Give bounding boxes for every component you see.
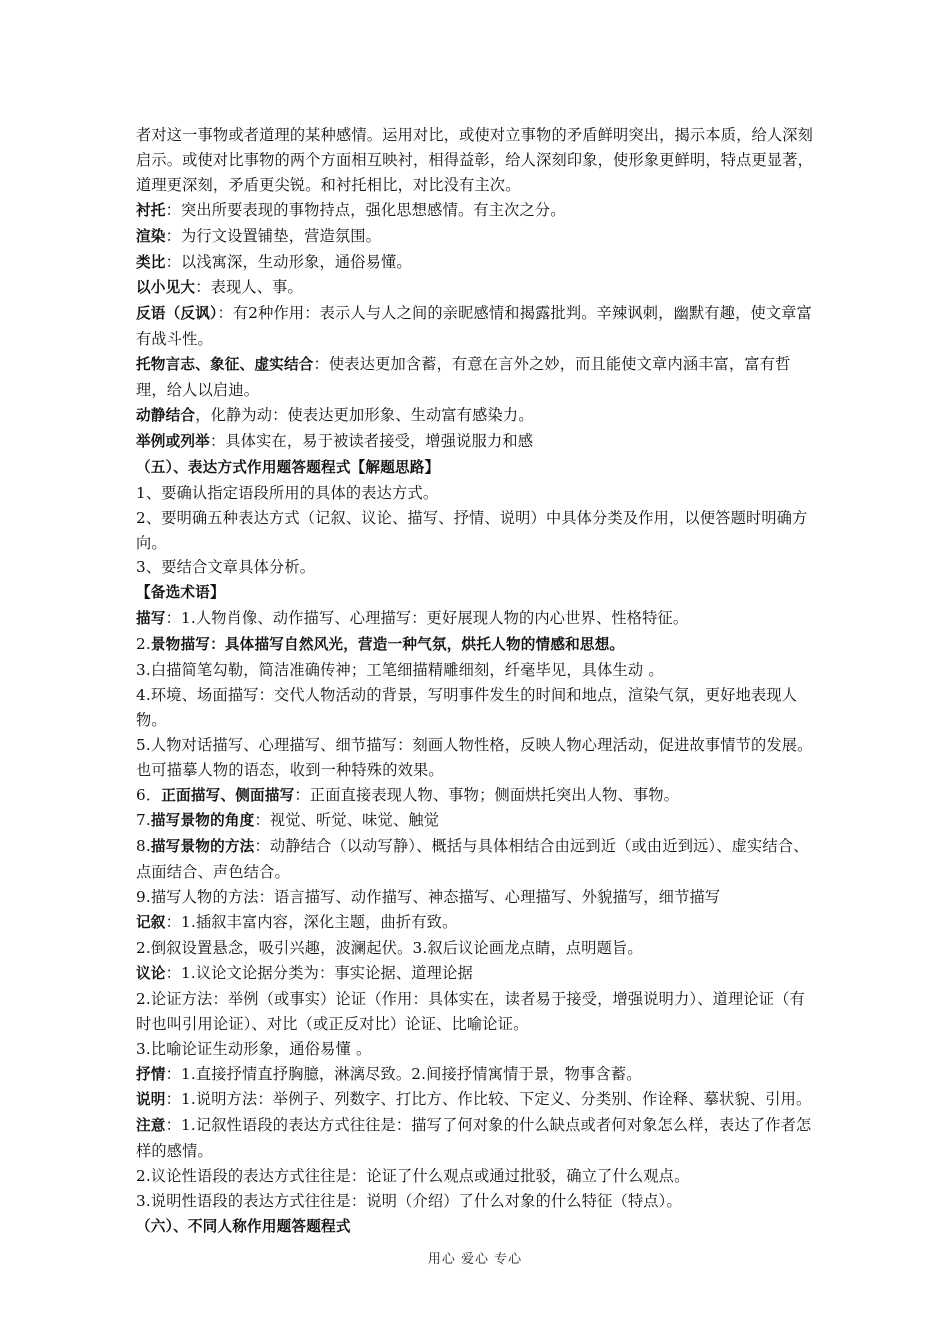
paragraph xyxy=(136,936,816,961)
paragraph xyxy=(136,250,816,276)
text-run: ：1.直接抒情直抒胸臆，淋漓尽致。2.间接抒情寓情于景，物事含蓄。 xyxy=(165,1064,642,1083)
text-run: ：突出所要表现的事物持点，强化思想感情。有主次之分。 xyxy=(165,200,566,219)
paragraph xyxy=(136,987,816,1037)
bold-term: 抒情 xyxy=(136,1065,166,1083)
text-run: 9.描写人物的方法：语言描写、动作描写、神态描写、心理描写、外貌描写，细节描写 xyxy=(136,888,721,907)
text-run: ：使表达更加含蓄，有意在言外之妙，而且能使文章内涵丰富，富有哲理，给人以启迪。 xyxy=(136,355,791,400)
bold-term: 衬托 xyxy=(136,201,166,219)
text-run: 2.倒叙设置悬念，吸引兴趣，波澜起伏。3.叙后议论画龙点睛，点明题旨。 xyxy=(136,939,643,957)
text-run: 2.论证方法：举例（或事实）论证（作用：具体实在，读者易于接受，增强说明力）、道理论证（有时也叫引用论证）、对比（或正反对比）论证、比喻论证。 xyxy=(136,989,805,1033)
paragraph xyxy=(136,910,816,936)
text-run: ：1.人物肖像、动作描写、心理描写：更好展现人物的内心世界、性格特征。 xyxy=(165,609,689,628)
paragraph xyxy=(136,1037,816,1062)
paragraph xyxy=(136,455,816,481)
text-run: 1、要确认指定语段所用的具体的表达方式。 xyxy=(136,483,439,502)
paragraph xyxy=(136,580,816,606)
paragraph xyxy=(136,1214,816,1240)
paragraph xyxy=(136,606,816,632)
text-run: ，化静为动：使表达更加形象、生动富有感染力。 xyxy=(195,405,534,424)
text-run: 8. xyxy=(136,837,151,856)
text-run: ：表现人、事。 xyxy=(195,278,303,297)
bold-term: 反语（反讽） xyxy=(136,305,218,323)
paragraph xyxy=(136,275,816,301)
bold-term: （五）、表达方式作用题答题程式【解题思路】 xyxy=(136,458,440,476)
text-run: ：有2种作用：表示人与人之间的亲昵感情和揭露批判。辛辣讽刺，幽默有趣，使文章富有战斗性。 xyxy=(136,304,813,349)
bold-term: 注意 xyxy=(136,1117,166,1135)
bold-term: 托物言志、象征、虚实结合 xyxy=(136,356,314,374)
text-run: 3、要结合文章具体分析。 xyxy=(136,558,316,577)
paragraph xyxy=(136,733,816,783)
text-run: 2、要明确五种表达方式（记叙、议论、描写、抒情、说明）中具体分类及作用，以便答题时明确方向。 xyxy=(136,508,808,552)
text-run: ：1.议论文论据分类为：事实论据、道理论据 xyxy=(165,963,473,982)
text-run: 者对这一事物或者道理的某种感情。运用对比，或使对立事物的矛盾鲜明突出，揭示本质，给人深刻启示。或使对比事物的两个方面相互映衬，相得益彰，给人深刻印象，使形象更鲜明，特点更显著，道理更深刻，矛盾更尖锐。和衬托相比，对比没有主次。 xyxy=(136,126,814,194)
bold-term: 渲染 xyxy=(136,227,166,245)
paragraph xyxy=(136,885,816,910)
paragraph xyxy=(136,481,816,506)
text-run: 3.说明性语段的表达方式往往是：说明（介绍）了什么对象的什么特征（特点）。 xyxy=(136,1192,682,1211)
bold-term: 记叙 xyxy=(136,914,166,932)
paragraph xyxy=(136,555,816,580)
text-run: ：1.说明方法：举例子、列数字、打比方、作比较、下定义、分类别、作诠释、摹状貌、引用。 xyxy=(165,1090,812,1109)
paragraph xyxy=(136,224,816,250)
text-run: 6． xyxy=(136,785,162,804)
paragraph xyxy=(136,403,816,429)
bold-term: 动静结合 xyxy=(136,406,196,424)
text-run: ：正面直接表现人物、事物；侧面烘托突出人物、事物。 xyxy=(294,785,680,804)
paragraph xyxy=(136,683,816,733)
paragraph xyxy=(136,198,816,224)
text-run: ：1.记叙性语段的表达方式往往是：描写了何对象的什么缺点或者何对象怎么样，表达了作者怎样的感情。 xyxy=(136,1116,812,1161)
text-run: 3.比喻论证生动形象，通俗易懂 。 xyxy=(136,1039,372,1058)
paragraph xyxy=(136,1164,816,1189)
bold-term: 描写景物的方法 xyxy=(150,838,255,856)
text-run: 7. xyxy=(136,811,151,830)
bold-term: 议论 xyxy=(136,964,166,982)
paragraph xyxy=(136,834,816,885)
paragraph xyxy=(136,1113,816,1164)
paragraph xyxy=(136,658,816,683)
paragraph xyxy=(136,506,816,556)
bold-term: 描写 xyxy=(136,610,166,628)
bold-term: 说明 xyxy=(136,1091,166,1109)
text-run: ：1.插叙丰富内容，深化主题，曲折有致。 xyxy=(165,913,458,932)
bold-term: 【备选术语】 xyxy=(136,584,225,602)
text-run: ：视觉、听觉、味觉、触觉 xyxy=(254,811,440,830)
bold-term: 以小见大 xyxy=(136,279,196,297)
text-run: 2. xyxy=(136,635,151,654)
paragraph xyxy=(136,301,816,352)
text-run: 2.议论性语段的表达方式往往是：论证了什么观点或通过批驳，确立了什么观点。 xyxy=(136,1167,690,1186)
bold-term: 举例或列举 xyxy=(136,432,210,450)
paragraph xyxy=(136,123,816,198)
paragraph xyxy=(136,1189,816,1214)
paragraph xyxy=(136,429,816,455)
paragraph xyxy=(136,352,816,403)
bold-term: 类比 xyxy=(136,253,166,271)
paragraph xyxy=(136,783,816,809)
document-body xyxy=(136,123,816,1240)
text-run: ：以浅寓深，生动形象，通俗易懂。 xyxy=(165,252,412,271)
text-run: 4.环境、场面描写：交代人物活动的背景，写明事件发生的时间和地点，渲染气氛，更好地表现人物。 xyxy=(136,685,798,729)
page-footer: 用心 爱心 专心 xyxy=(427,1252,523,1267)
text-run: ：具体实在，易于被读者接受，增强说服力和感 xyxy=(209,431,534,450)
bold-term: 描写景物的角度 xyxy=(150,812,255,830)
paragraph xyxy=(136,1062,816,1088)
text-run: 5.人物对话描写、心理描写、细节描写：刻画人物性格，反映人物心理活动，促进故事情节的发展。也可描摹人物的语态，收到一种特殊的效果。 xyxy=(136,735,813,779)
bold-term: 正面描写、侧面描写 xyxy=(161,786,295,804)
paragraph xyxy=(136,1087,816,1113)
bold-term: 景物描写：具体描写自然风光，营造一种气氛，烘托人物的情感和思想。 xyxy=(150,636,625,654)
paragraph xyxy=(136,632,816,658)
text-run: ：动静结合（以动写静）、概括与具体相结合由远到近（或由近到远）、虚实结合、点面结合、声色结合。 xyxy=(136,837,809,882)
bold-term: （六）、不同人称作用题答题程式 xyxy=(136,1217,351,1235)
paragraph xyxy=(136,808,816,834)
text-run: ：为行文设置铺垫，营造氛围。 xyxy=(165,226,382,245)
paragraph xyxy=(136,961,816,987)
text-run: 3.白描简笔勾勒，简洁准确传神；工笔细描精雕细刻，纤毫毕见，具体生动 。 xyxy=(136,661,664,680)
